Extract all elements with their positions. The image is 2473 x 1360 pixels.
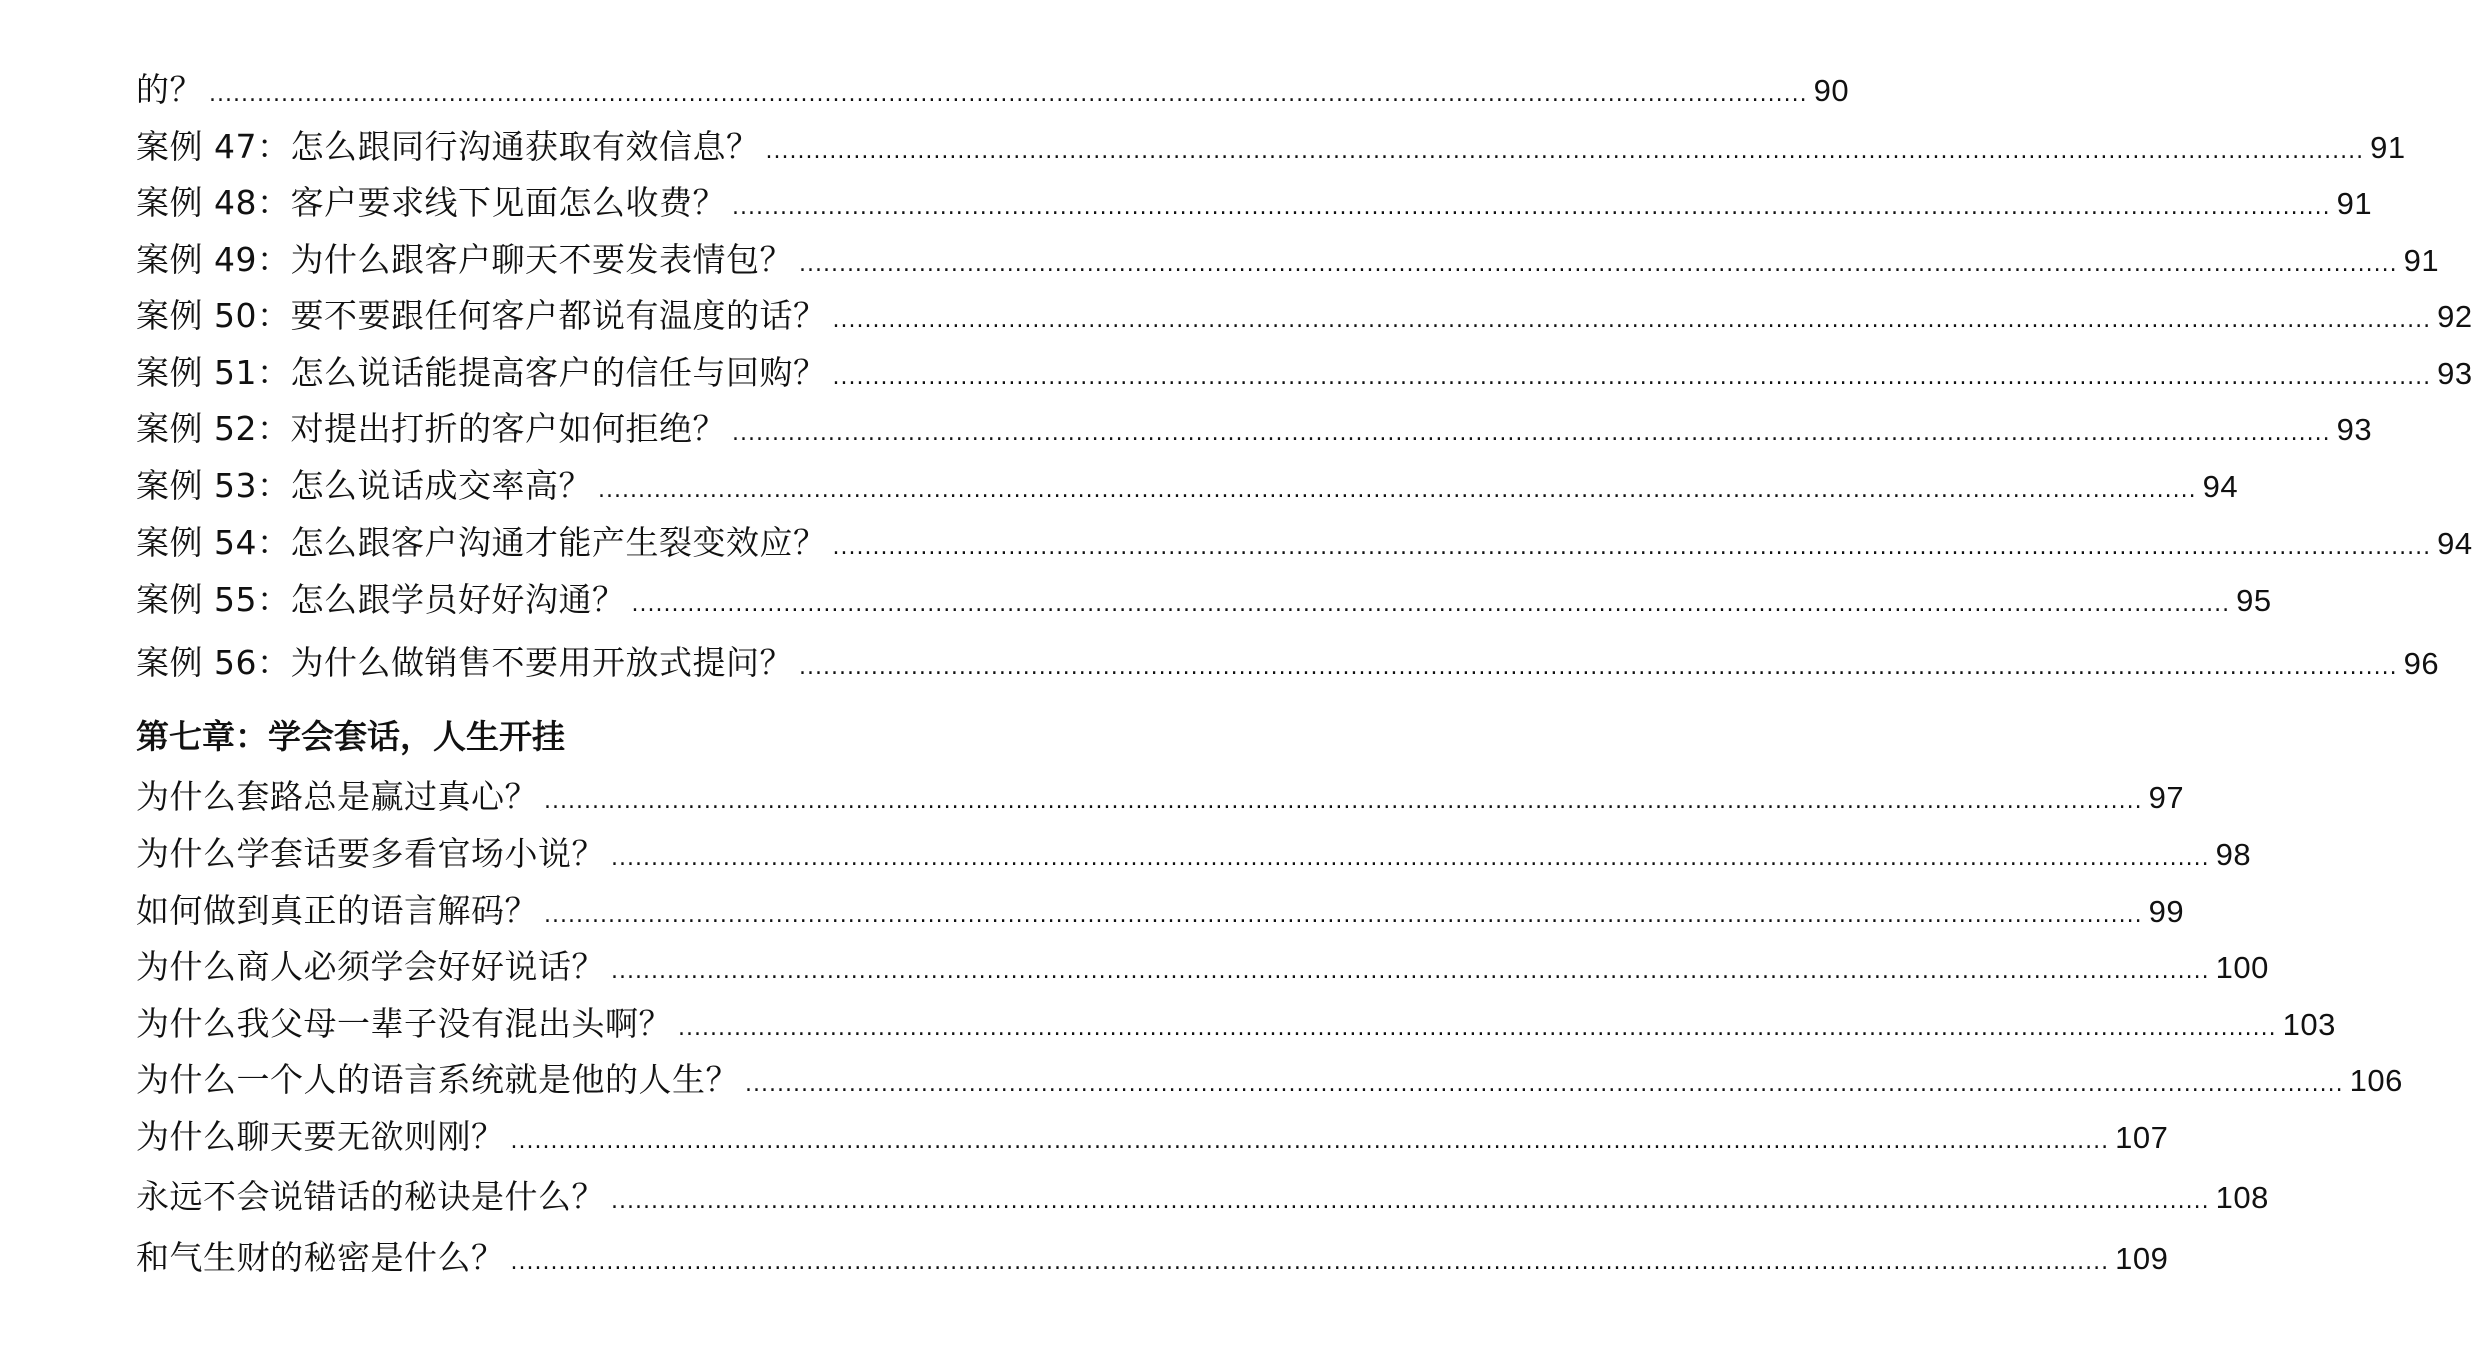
toc-entry (136, 638, 2440, 688)
toc-entry-page: 95 (2236, 583, 2272, 618)
toc-entry-page: 107 (2115, 1120, 2169, 1155)
toc-entry-page: 94 (2437, 526, 2473, 561)
toc-entry (136, 886, 2185, 936)
toc-entry-title: 为什么商人必须学会好好说话？ (136, 947, 605, 986)
toc-leader-dots: ........................................................................................................................................................................................................ (832, 308, 2432, 333)
chapter-heading: 第七章：学会套话，人生开挂 (136, 717, 565, 756)
toc-entry-page: 97 (2148, 780, 2185, 815)
toc-leader-dots: ........................................................................................................................................................................................................ (611, 1189, 2210, 1214)
toc-entry-title: 为什么学套话要多看官场小说？ (136, 834, 605, 873)
toc-entry-page: 106 (2349, 1063, 2403, 1098)
toc-entry (136, 829, 2252, 879)
toc-entry-page: 96 (2403, 646, 2440, 681)
toc-leader-dots: ........................................................................................................................................................................................................ (510, 1129, 2110, 1154)
toc-leader-dots: ........................................................................................................................................................................................................ (765, 139, 2365, 164)
toc-entry (136, 235, 2440, 285)
toc-entry-title: 的？ (136, 70, 203, 109)
toc-entry-title: 案例 53：怎么说话成交率高？ (136, 466, 592, 505)
toc-leader-dots: ........................................................................................................................................................................................................ (745, 1072, 2344, 1097)
toc-entry-page: 91 (2336, 186, 2373, 221)
toc-leader-dots: ........................................................................................................................................................................................................ (731, 195, 2331, 220)
toc-entry (136, 772, 2185, 822)
toc-entry-title: 如何做到真正的语言解码？ (136, 891, 538, 930)
toc-entry-page: 108 (2215, 1180, 2269, 1215)
toc-entry (136, 65, 1850, 115)
toc-entry-title: 案例 48：客户要求线下见面怎么收费？ (136, 183, 726, 222)
toc-entry-page: 90 (1813, 73, 1850, 108)
toc-leader-dots: ........................................................................................................................................................................................................ (611, 959, 2210, 984)
toc-leader-dots: ........................................................................................................................................................................................................ (631, 592, 2231, 617)
toc-entry-title: 案例 56：为什么做销售不要用开放式提问？ (136, 643, 793, 682)
toc-entry-title: 为什么套路总是赢过真心？ (136, 777, 538, 816)
toc-entry-title: 永远不会说错话的秘诀是什么？ (136, 1177, 605, 1216)
toc-entry-title: 为什么聊天要无欲则刚？ (136, 1117, 505, 1156)
toc-entry-page: 93 (2437, 356, 2473, 391)
toc-entry-page: 91 (2403, 243, 2440, 278)
toc-entry-title: 案例 54：怎么跟客户沟通才能产生裂变效应？ (136, 523, 827, 562)
toc-entry (136, 178, 2373, 228)
toc-entry-page: 94 (2202, 469, 2239, 504)
toc-leader-dots: ........................................................................................................................................................................................................ (678, 1016, 2277, 1041)
toc-entry (136, 942, 2269, 992)
toc-leader-dots: ........................................................................................................................................................................................................ (510, 1250, 2110, 1275)
toc-entry-page: 91 (2370, 130, 2406, 165)
toc-entry-page: 93 (2336, 412, 2373, 447)
toc-entry (136, 1055, 2403, 1105)
toc-entry (136, 122, 2406, 172)
toc-leader-dots: ........................................................................................................................................................................................................ (209, 82, 1808, 107)
toc-entry-page: 109 (2115, 1241, 2169, 1276)
toc-entry (136, 291, 2473, 341)
toc-entry-title: 案例 52：对提出打折的客户如何拒绝？ (136, 409, 726, 448)
toc-entry (136, 999, 2336, 1049)
toc-entry-title: 案例 50：要不要跟任何客户都说有温度的话？ (136, 296, 827, 335)
toc-entry-page: 103 (2282, 1007, 2336, 1042)
toc-entry (136, 1233, 2169, 1283)
toc-leader-dots: ........................................................................................................................................................................................................ (544, 789, 2143, 814)
toc-entry-page: 92 (2437, 299, 2473, 334)
toc-entry-title: 案例 49：为什么跟客户聊天不要发表情包？ (136, 240, 793, 279)
toc-entry (136, 348, 2473, 398)
toc-entry (136, 1112, 2169, 1162)
toc-entry-page: 99 (2148, 894, 2185, 929)
toc-entry-title: 为什么一个人的语言系统就是他的人生？ (136, 1060, 739, 1099)
toc-leader-dots: ........................................................................................................................................................................................................ (832, 365, 2432, 390)
toc-entry (136, 1172, 2269, 1222)
toc-entry (136, 461, 2239, 511)
toc-entry-title: 案例 55：怎么跟学员好好沟通？ (136, 580, 626, 619)
toc-leader-dots: ........................................................................................................................................................................................................ (544, 903, 2143, 928)
toc-entry (136, 575, 2272, 625)
toc-leader-dots: ........................................................................................................................................................................................................ (798, 655, 2398, 680)
toc-entry-page: 98 (2215, 837, 2252, 872)
toc-entry (136, 404, 2373, 454)
toc-entry-page: 100 (2215, 950, 2269, 985)
toc-leader-dots: ........................................................................................................................................................................................................ (611, 846, 2210, 871)
toc-entry-title: 案例 47：怎么跟同行沟通获取有效信息？ (136, 127, 760, 166)
toc-entry (136, 518, 2473, 568)
toc-entry-title: 和气生财的秘密是什么？ (136, 1238, 505, 1277)
toc-leader-dots: ........................................................................................................................................................................................................ (731, 421, 2331, 446)
toc-leader-dots: ........................................................................................................................................................................................................ (798, 252, 2398, 277)
toc-leader-dots: ........................................................................................................................................................................................................ (597, 478, 2197, 503)
toc-entry-title: 案例 51：怎么说话能提高客户的信任与回购？ (136, 353, 827, 392)
toc-entry-title: 为什么我父母一辈子没有混出头啊？ (136, 1004, 672, 1043)
toc-leader-dots: ........................................................................................................................................................................................................ (832, 535, 2432, 560)
